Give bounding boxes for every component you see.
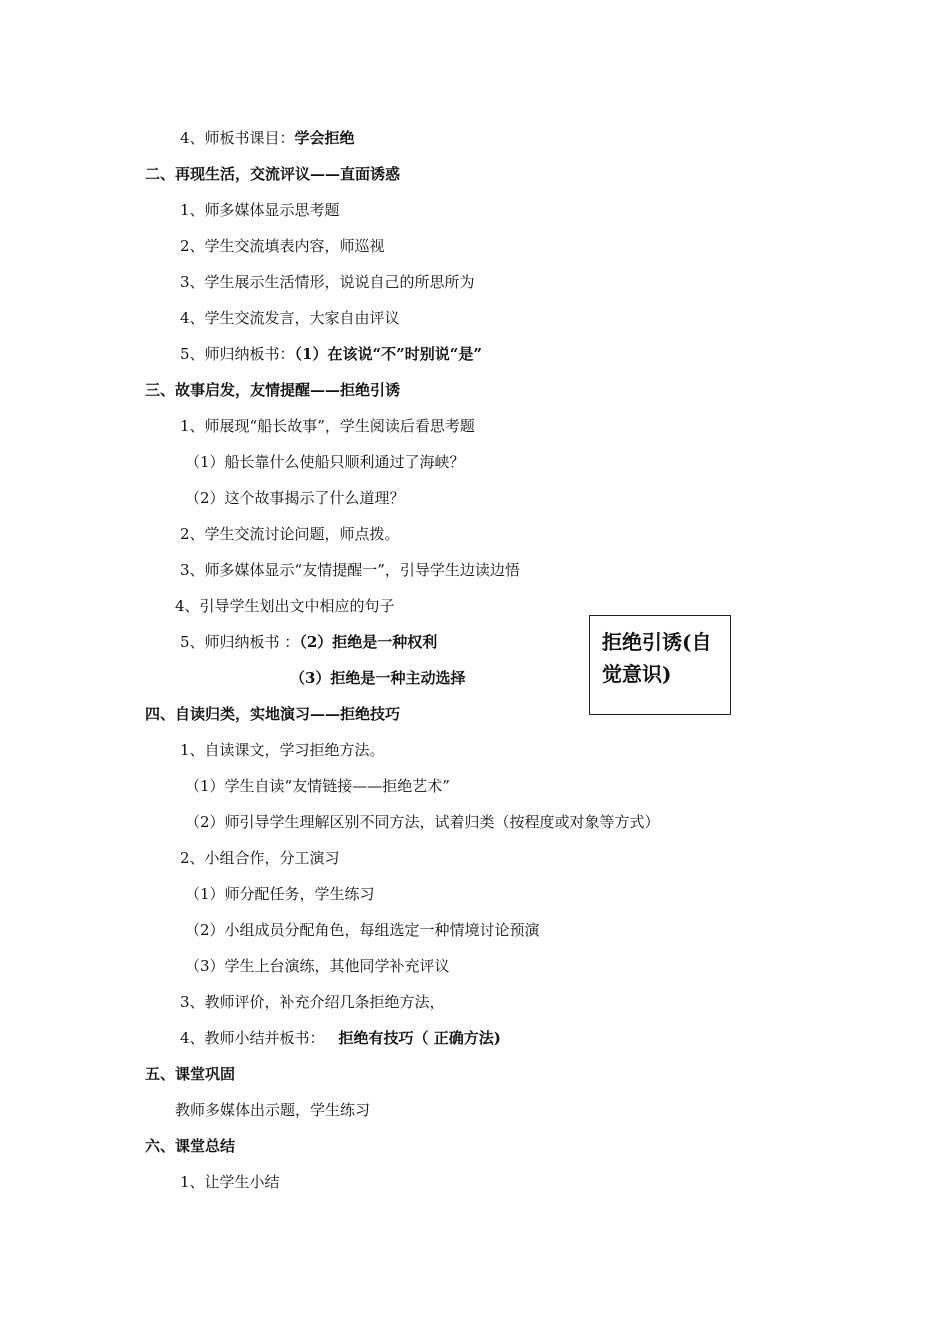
line-4: 2、学生交流填表内容，师巡视 [180, 237, 385, 255]
line-18: 1、自读课文，学习拒绝方法。 [180, 741, 385, 759]
line-23: （2）小组成员分配角色，每组选定一种情境讨论预演 [185, 921, 540, 939]
section-heading-6: 六、课堂总结 [145, 1137, 236, 1155]
line-7: 5、师归纳板书：（1）在该说“不”时别说“是” [180, 345, 482, 363]
line-26: 4、教师小结并板书： 拒绝有技巧（ 正确方法) [180, 1029, 501, 1047]
line-3: 1、师多媒体显示思考题 [180, 201, 340, 219]
line-19: （1）学生自读“友情链接——拒绝艺术” [185, 777, 450, 795]
sidebox-text: 拒绝引诱(自觉意识) [602, 630, 712, 686]
section-heading-4: 四、自读归类，实地演习——拒绝技巧 [145, 705, 401, 723]
line-14: 4、引导学生划出文中相应的句子 [175, 597, 395, 615]
line-15: 5、师归纳板书 ：（2）拒绝是一种权利 [180, 633, 438, 651]
line-22: （1）师分配任务，学生练习 [185, 885, 375, 903]
line-10: （1）船长靠什么使船只顺利通过了海峡？ [185, 453, 465, 471]
sidebox-note [589, 615, 731, 715]
section-heading-5: 五、课堂巩固 [145, 1065, 236, 1083]
line-11: （2）这个故事揭示了什么道理？ [185, 489, 405, 507]
line-12: 2、学生交流讨论问题，师点拨。 [180, 525, 400, 543]
line-5: 3、学生展示生活情形，说说自己的所思所为 [180, 273, 475, 291]
line-9: 1、师展现“船长故事”，学生阅读后看思考题 [180, 417, 475, 435]
line-6: 4、学生交流发言，大家自由评议 [180, 309, 400, 327]
line-16: （3）拒绝是一种主动选择 [290, 669, 466, 687]
line-20: （2）师引导学生理解区别不同方法，试着归类（按程度或对象等方式） [185, 813, 660, 831]
line-1: 4、师板书课目：学会拒绝 [180, 129, 355, 147]
line-21: 2、小组合作，分工演习 [180, 849, 340, 867]
line-24: （3）学生上台演练，其他同学补充评议 [185, 957, 450, 975]
line-13: 3、师多媒体显示“友情提醒一”，引导学生边读边悟 [180, 561, 520, 579]
section-heading-3: 三、故事启发，友情提醒——拒绝引诱 [145, 381, 401, 399]
line-30: 1、让学生小结 [180, 1173, 280, 1191]
section-heading-2: 二、再现生活，交流评议——直面诱惑 [145, 165, 401, 183]
line-25: 3、教师评价，补充介绍几条拒绝方法， [180, 993, 445, 1011]
line-28: 教师多媒体出示题，学生练习 [175, 1101, 371, 1119]
